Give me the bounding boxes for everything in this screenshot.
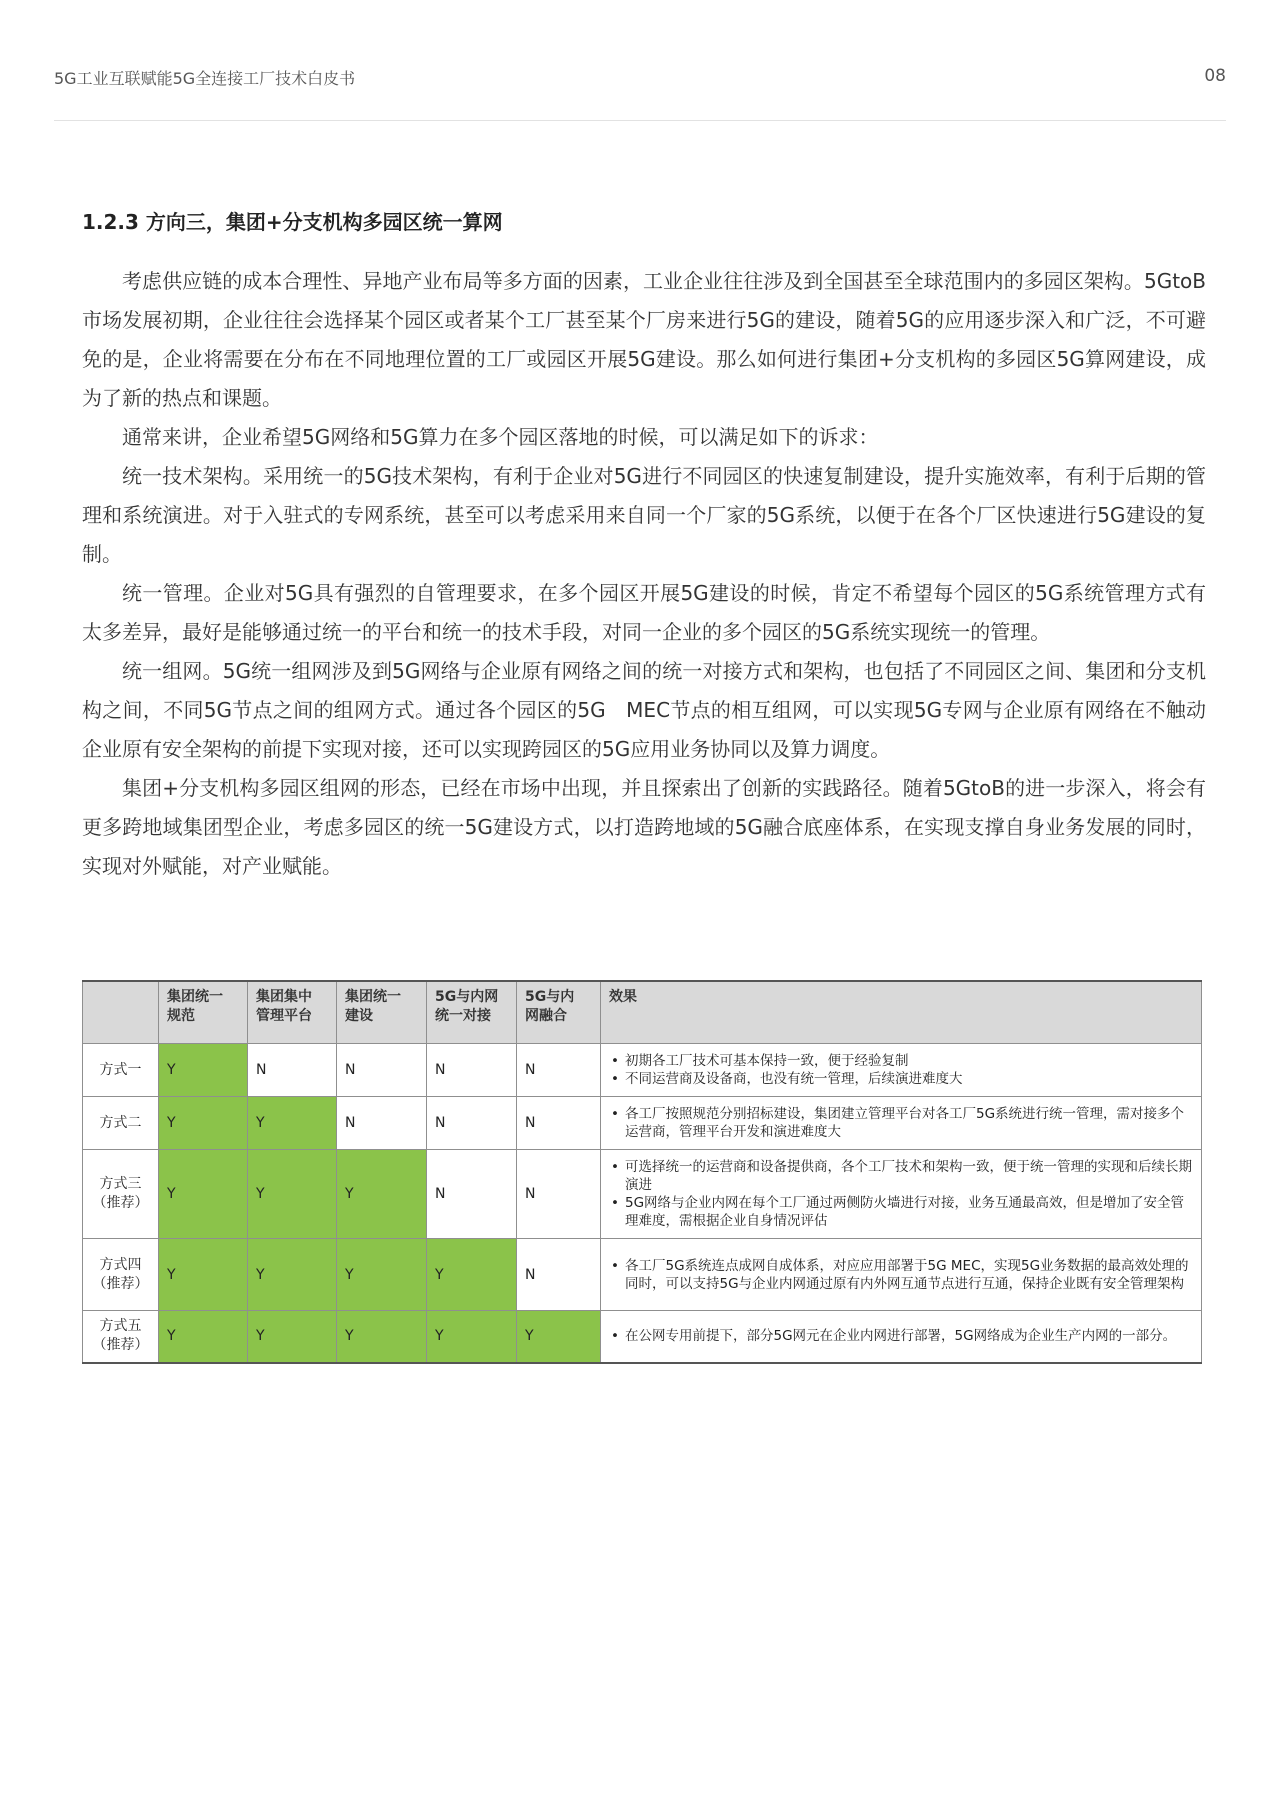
cell-no: N	[427, 1150, 517, 1239]
column-header: 集团集中 管理平台	[248, 981, 337, 1044]
effect-item: • 各工厂按照规范分别招标建设，集团建立管理平台对各工厂5G系统进行统一管理，需对接多个运营商，管理平台开发和演进难度大	[625, 1105, 1193, 1141]
effect-cell	[601, 1150, 1202, 1239]
cell-yes: Y	[159, 1097, 248, 1150]
column-header: 集团统一 规范	[159, 981, 248, 1044]
cell-no: N	[337, 1097, 427, 1150]
paragraph: 集团+分支机构多园区组网的形态，已经在市场中出现，并且探索出了创新的实践路径。随着5GtoB的进一步深入，将会有更多跨地域集团型企业，考虑多园区的统一5G建设方式，以打造跨地域的5G融合底座体系，在实现支撑自身业务发展的同时，实现对外赋能，对产业赋能。	[82, 776, 1206, 878]
section-heading: 1.2.3 方向三，集团+分支机构多园区统一算网	[82, 210, 503, 234]
cell-yes: Y	[248, 1097, 337, 1150]
table-header-row	[83, 981, 1202, 1044]
cell-yes: Y	[159, 1311, 248, 1363]
effect-list	[609, 1052, 1193, 1088]
paragraph: 统一技术架构。采用统一的5G技术架构，有利于企业对5G进行不同园区的快速复制建设，提升实施效率，有利于后期的管理和系统演进。对于入驻式的专网系统，甚至可以考虑采用来自同一个厂家的5G系统，以便于在各个厂区快速进行5G建设的复制。	[82, 464, 1206, 566]
cell-yes: Y	[248, 1239, 337, 1311]
table-row	[83, 1097, 1202, 1150]
body-text	[82, 262, 1206, 886]
effect-list	[609, 1105, 1193, 1141]
cell-yes: Y	[159, 1150, 248, 1239]
cell-yes: Y	[159, 1239, 248, 1311]
comparison-table	[82, 980, 1202, 1364]
effect-cell	[601, 1097, 1202, 1150]
row-label: 方式五 （推荐）	[83, 1311, 159, 1363]
effect-list	[609, 1327, 1193, 1345]
header-corner-cell	[83, 981, 159, 1044]
comparison-table-wrapper	[82, 980, 1202, 1364]
cell-yes: Y	[427, 1311, 517, 1363]
cell-yes: Y	[248, 1150, 337, 1239]
cell-yes: Y	[337, 1311, 427, 1363]
table-body	[83, 1044, 1202, 1363]
cell-no: N	[517, 1239, 601, 1311]
cell-no: N	[427, 1044, 517, 1097]
document-title: 5G工业互联赋能5G全连接工厂技术白皮书	[54, 69, 356, 88]
cell-yes: Y	[337, 1150, 427, 1239]
cell-no: N	[427, 1097, 517, 1150]
page-number: 08	[1204, 66, 1226, 86]
effect-cell	[601, 1044, 1202, 1097]
effect-item: • 5G网络与企业内网在每个工厂通过两侧防火墙进行对接，业务互通最高效，但是增加了安全管理难度，需根据企业自身情况评估	[625, 1194, 1193, 1230]
effect-list	[609, 1158, 1193, 1230]
cell-yes: Y	[248, 1311, 337, 1363]
paragraph: 统一管理。企业对5G具有强烈的自管理要求，在多个园区开展5G建设的时候，肯定不希望每个园区的5G系统管理方式有太多差异，最好是能够通过统一的平台和统一的技术手段，对同一企业的多个园区的5G系统实现统一的管理。	[82, 581, 1206, 644]
row-label: 方式三 （推荐）	[83, 1150, 159, 1239]
column-header: 5G与内网 统一对接	[427, 981, 517, 1044]
column-header: 效果	[601, 981, 1202, 1044]
column-header: 集团统一 建设	[337, 981, 427, 1044]
column-header: 5G与内 网融合	[517, 981, 601, 1044]
effect-cell	[601, 1239, 1202, 1311]
effect-item: • 可选择统一的运营商和设备提供商，各个工厂技术和架构一致，便于统一管理的实现和后续长期演进	[625, 1158, 1193, 1194]
cell-no: N	[517, 1044, 601, 1097]
effect-item: • 在公网专用前提下，部分5G网元在企业内网进行部署，5G网络成为企业生产内网的一部分。	[625, 1327, 1193, 1345]
paragraph: 统一组网。5G统一组网涉及到5G网络与企业原有网络之间的统一对接方式和架构，也包括了不同园区之间、集团和分支机构之间，不同5G节点之间的组网方式。通过各个园区的5G MEC节点的相互组网，可以实现5G专网与企业原有网络在不触动企业原有安全架构的前提下实现对接，还可以实现跨园区的5G应用业务协同以及算力调度。	[82, 659, 1206, 761]
cell-yes: Y	[517, 1311, 601, 1363]
cell-no: N	[517, 1150, 601, 1239]
effect-cell	[601, 1311, 1202, 1363]
cell-no: N	[517, 1097, 601, 1150]
table-row	[83, 1150, 1202, 1239]
effect-item: • 不同运营商及设备商，也没有统一管理，后续演进难度大	[625, 1070, 1193, 1088]
cell-no: N	[248, 1044, 337, 1097]
paragraph: 考虑供应链的成本合理性、异地产业布局等多方面的因素，工业企业往往涉及到全国甚至全球范围内的多园区架构。5GtoB市场发展初期，企业往往会选择某个园区或者某个工厂甚至某个厂房来进行5G的建设，随着5G的应用逐步深入和广泛，不可避免的是，企业将需要在分布在不同地理位置的工厂或园区开展5G建设。那么如何进行集团+分支机构的多园区5G算网建设，成为了新的热点和课题。	[82, 269, 1206, 410]
cell-yes: Y	[337, 1239, 427, 1311]
page-header	[54, 62, 1226, 121]
effect-item: • 初期各工厂技术可基本保持一致，便于经验复制	[625, 1052, 1193, 1070]
table-row	[83, 1044, 1202, 1097]
cell-no: N	[337, 1044, 427, 1097]
effect-item: • 各工厂5G系统连点成网自成体系，对应应用部署于5G MEC，实现5G业务数据的最高效处理的同时，可以支持5G与企业内网通过原有内外网互通节点进行互通，保持企业既有安全管理架构	[625, 1257, 1193, 1293]
cell-yes: Y	[159, 1044, 248, 1097]
row-label: 方式一	[83, 1044, 159, 1097]
row-label: 方式四 （推荐）	[83, 1239, 159, 1311]
cell-yes: Y	[427, 1239, 517, 1311]
table-row	[83, 1311, 1202, 1363]
row-label: 方式二	[83, 1097, 159, 1150]
paragraph: 通常来讲，企业希望5G网络和5G算力在多个园区落地的时候，可以满足如下的诉求：	[122, 425, 879, 449]
table-row	[83, 1239, 1202, 1311]
effect-list	[609, 1257, 1193, 1293]
